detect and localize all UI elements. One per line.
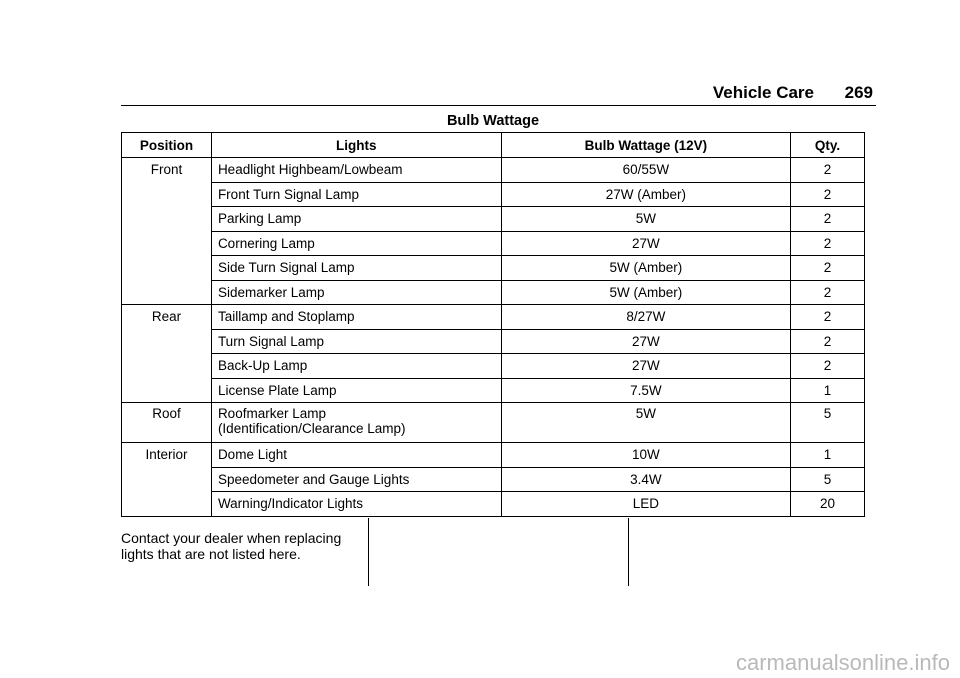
section-title: Vehicle Care	[712, 83, 814, 102]
qty-cell: 1	[791, 378, 865, 403]
qty-cell: 2	[791, 354, 865, 379]
position-cell: Front	[150, 162, 183, 177]
qty-cell: 2	[791, 158, 865, 183]
page-number: 269	[844, 83, 873, 102]
light-cell: Taillamp and Stoplamp	[211, 305, 501, 330]
table-row	[122, 256, 865, 281]
table-row	[122, 182, 865, 207]
light-cell	[211, 403, 501, 443]
table-row	[122, 280, 865, 305]
column-header-qty: Qty.	[791, 133, 865, 158]
position-cell: Interior	[122, 443, 212, 517]
wattage-cell: 5W (Amber)	[501, 256, 790, 281]
light-cell: Parking Lamp	[211, 207, 501, 232]
qty-cell: 1	[791, 443, 865, 468]
table-row	[122, 329, 865, 354]
table-row	[122, 158, 865, 183]
wattage-cell: 5W (Amber)	[501, 280, 790, 305]
wattage-cell: 27W	[501, 329, 790, 354]
column-divider	[368, 518, 369, 586]
wattage-cell: 27W (Amber)	[501, 182, 790, 207]
table-header-row	[122, 133, 865, 158]
light-name: Roofmarker Lamp	[217, 406, 326, 421]
table-row	[122, 231, 865, 256]
qty-cell: 5	[791, 403, 865, 443]
light-cell: Front Turn Signal Lamp	[211, 182, 501, 207]
wattage-cell: 5W	[501, 403, 790, 443]
wattage-cell: 7.5W	[501, 378, 790, 403]
qty-cell: 5	[791, 467, 865, 492]
light-cell: Turn Signal Lamp	[211, 329, 501, 354]
light-cell: Headlight Highbeam/Lowbeam	[211, 158, 501, 183]
wattage-cell: 60/55W	[501, 158, 790, 183]
light-cell: Dome Light	[211, 443, 501, 468]
wattage-cell: 10W	[501, 443, 790, 468]
light-cell: Cornering Lamp	[211, 231, 501, 256]
wattage-cell: 8/27W	[501, 305, 790, 330]
light-cell: Back-Up Lamp	[211, 354, 501, 379]
table-row	[122, 354, 865, 379]
table-row	[122, 378, 865, 403]
wattage-cell: 3.4W	[501, 467, 790, 492]
qty-cell: 2	[791, 207, 865, 232]
light-cell: Sidemarker Lamp	[211, 280, 501, 305]
table-row	[122, 443, 865, 468]
qty-cell: 2	[791, 182, 865, 207]
wattage-cell: LED	[501, 492, 790, 517]
bulb-wattage-table	[121, 132, 865, 517]
column-divider	[628, 518, 629, 586]
qty-cell: 20	[791, 492, 865, 517]
dealer-note: Contact your dealer when replacing lights that are not listed here.	[121, 530, 342, 562]
table-title: Bulb Wattage	[446, 113, 540, 129]
qty-cell: 2	[791, 231, 865, 256]
qty-cell: 2	[791, 256, 865, 281]
table-row	[122, 207, 865, 232]
qty-cell: 2	[791, 305, 865, 330]
position-cell: Rear	[122, 305, 212, 403]
qty-cell: 2	[791, 280, 865, 305]
light-cell: Speedometer and Gauge Lights	[211, 467, 501, 492]
column-header-position: Position	[122, 133, 212, 158]
wattage-cell: 5W	[501, 207, 790, 232]
light-cell: License Plate Lamp	[211, 378, 501, 403]
wattage-cell: 27W	[501, 231, 790, 256]
watermark: carmanualsonline.info	[735, 650, 950, 675]
table-row	[122, 467, 865, 492]
column-header-wattage: Bulb Wattage (12V)	[501, 133, 790, 158]
light-cell: Warning/Indicator Lights	[211, 492, 501, 517]
table-row	[122, 305, 865, 330]
light-name-detail: (Identification/Clearance Lamp)	[217, 421, 406, 436]
light-cell: Side Turn Signal Lamp	[211, 256, 501, 281]
column-header-lights: Lights	[211, 133, 501, 158]
table-row	[122, 492, 865, 517]
wattage-cell: 27W	[501, 354, 790, 379]
position-cell: Roof	[122, 403, 212, 443]
running-header	[121, 83, 876, 106]
qty-cell: 2	[791, 329, 865, 354]
table-row	[122, 403, 865, 443]
